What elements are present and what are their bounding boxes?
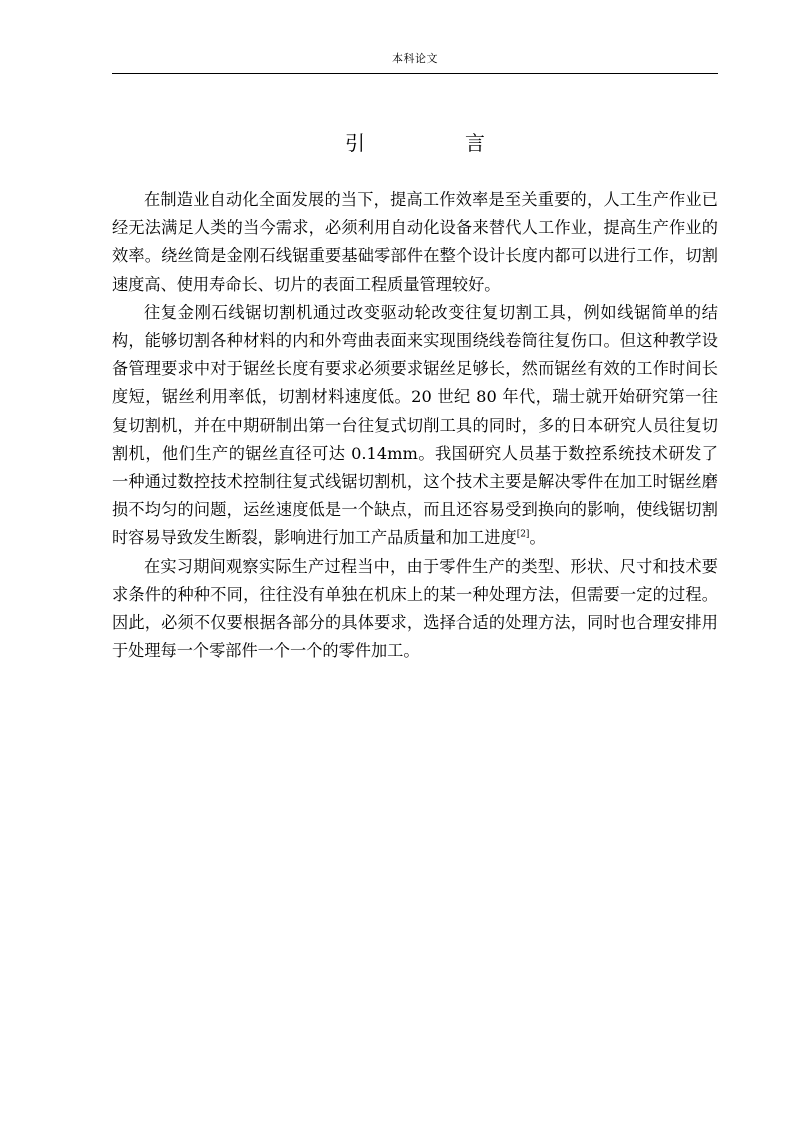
citation-ref[interactable]: [2]: [516, 530, 530, 541]
header-rule: [112, 73, 718, 74]
paragraph-1: 在制造业自动化全面发展的当下，提高工作效率是至关重要的，人工生产作业已经无法满足人类的当今需求，必须利用自动化设备来替代人工作业，提高生产作业的效率。绕丝筒是金刚石线锯重要基础零部件在整个设计长度内都可以进行工作，切割速度高、使用寿命长、切片的表面工程质量管理较好。: [112, 190, 718, 294]
body-text: [112, 186, 718, 665]
paragraph-2: [112, 299, 718, 553]
running-header: 本科论文: [392, 52, 438, 65]
paragraph-2-tail: 。: [529, 528, 546, 548]
paragraph-2-text: 往复金刚石线锯切割机通过改变驱动轮改变往复切割工具，例如线锯简单的结构，能够切割各种材料的内和外弯曲表面来实现围绕线卷筒往复伤口。但这种教学设备管理要求中对于锯丝长度有要求必须要求锯丝足够长，然而锯丝有效的工作时间长度短，锯丝利用率低，切割材料速度低。20 世纪 80 年代，瑞士就开始研究第一往复切割机，并在中期研制出第一台往复式切削工具的同时，多的日本研究人员往复切割机，他们生产的锯丝直径可达 0.14mm。我国研究人员基于数控系统技术研发了一种通过数控技术控制往复式线锯切割机，这个技术主要是解决零件在加工时锯丝磨损不均匀的问题，运丝速度低是一个缺点，而且还容易受到换向的影响，使线锯切割时容易导致发生断裂，影响进行加工产品质量和加工进度: [112, 302, 718, 548]
section-title: 引 言: [345, 131, 525, 155]
paragraph-3: 在实习期间观察实际生产过程当中，由于零件生产的类型、形状、尺寸和技术要求条件的种种不同，往往没有单独在机床上的某一种处理方法，但需要一定的过程。因此，必须不仅要根据各部分的具体要求，选择合适的处理方法，同时也合理安排用于处理每一个零部件一个一个的零件加工。: [112, 556, 718, 661]
